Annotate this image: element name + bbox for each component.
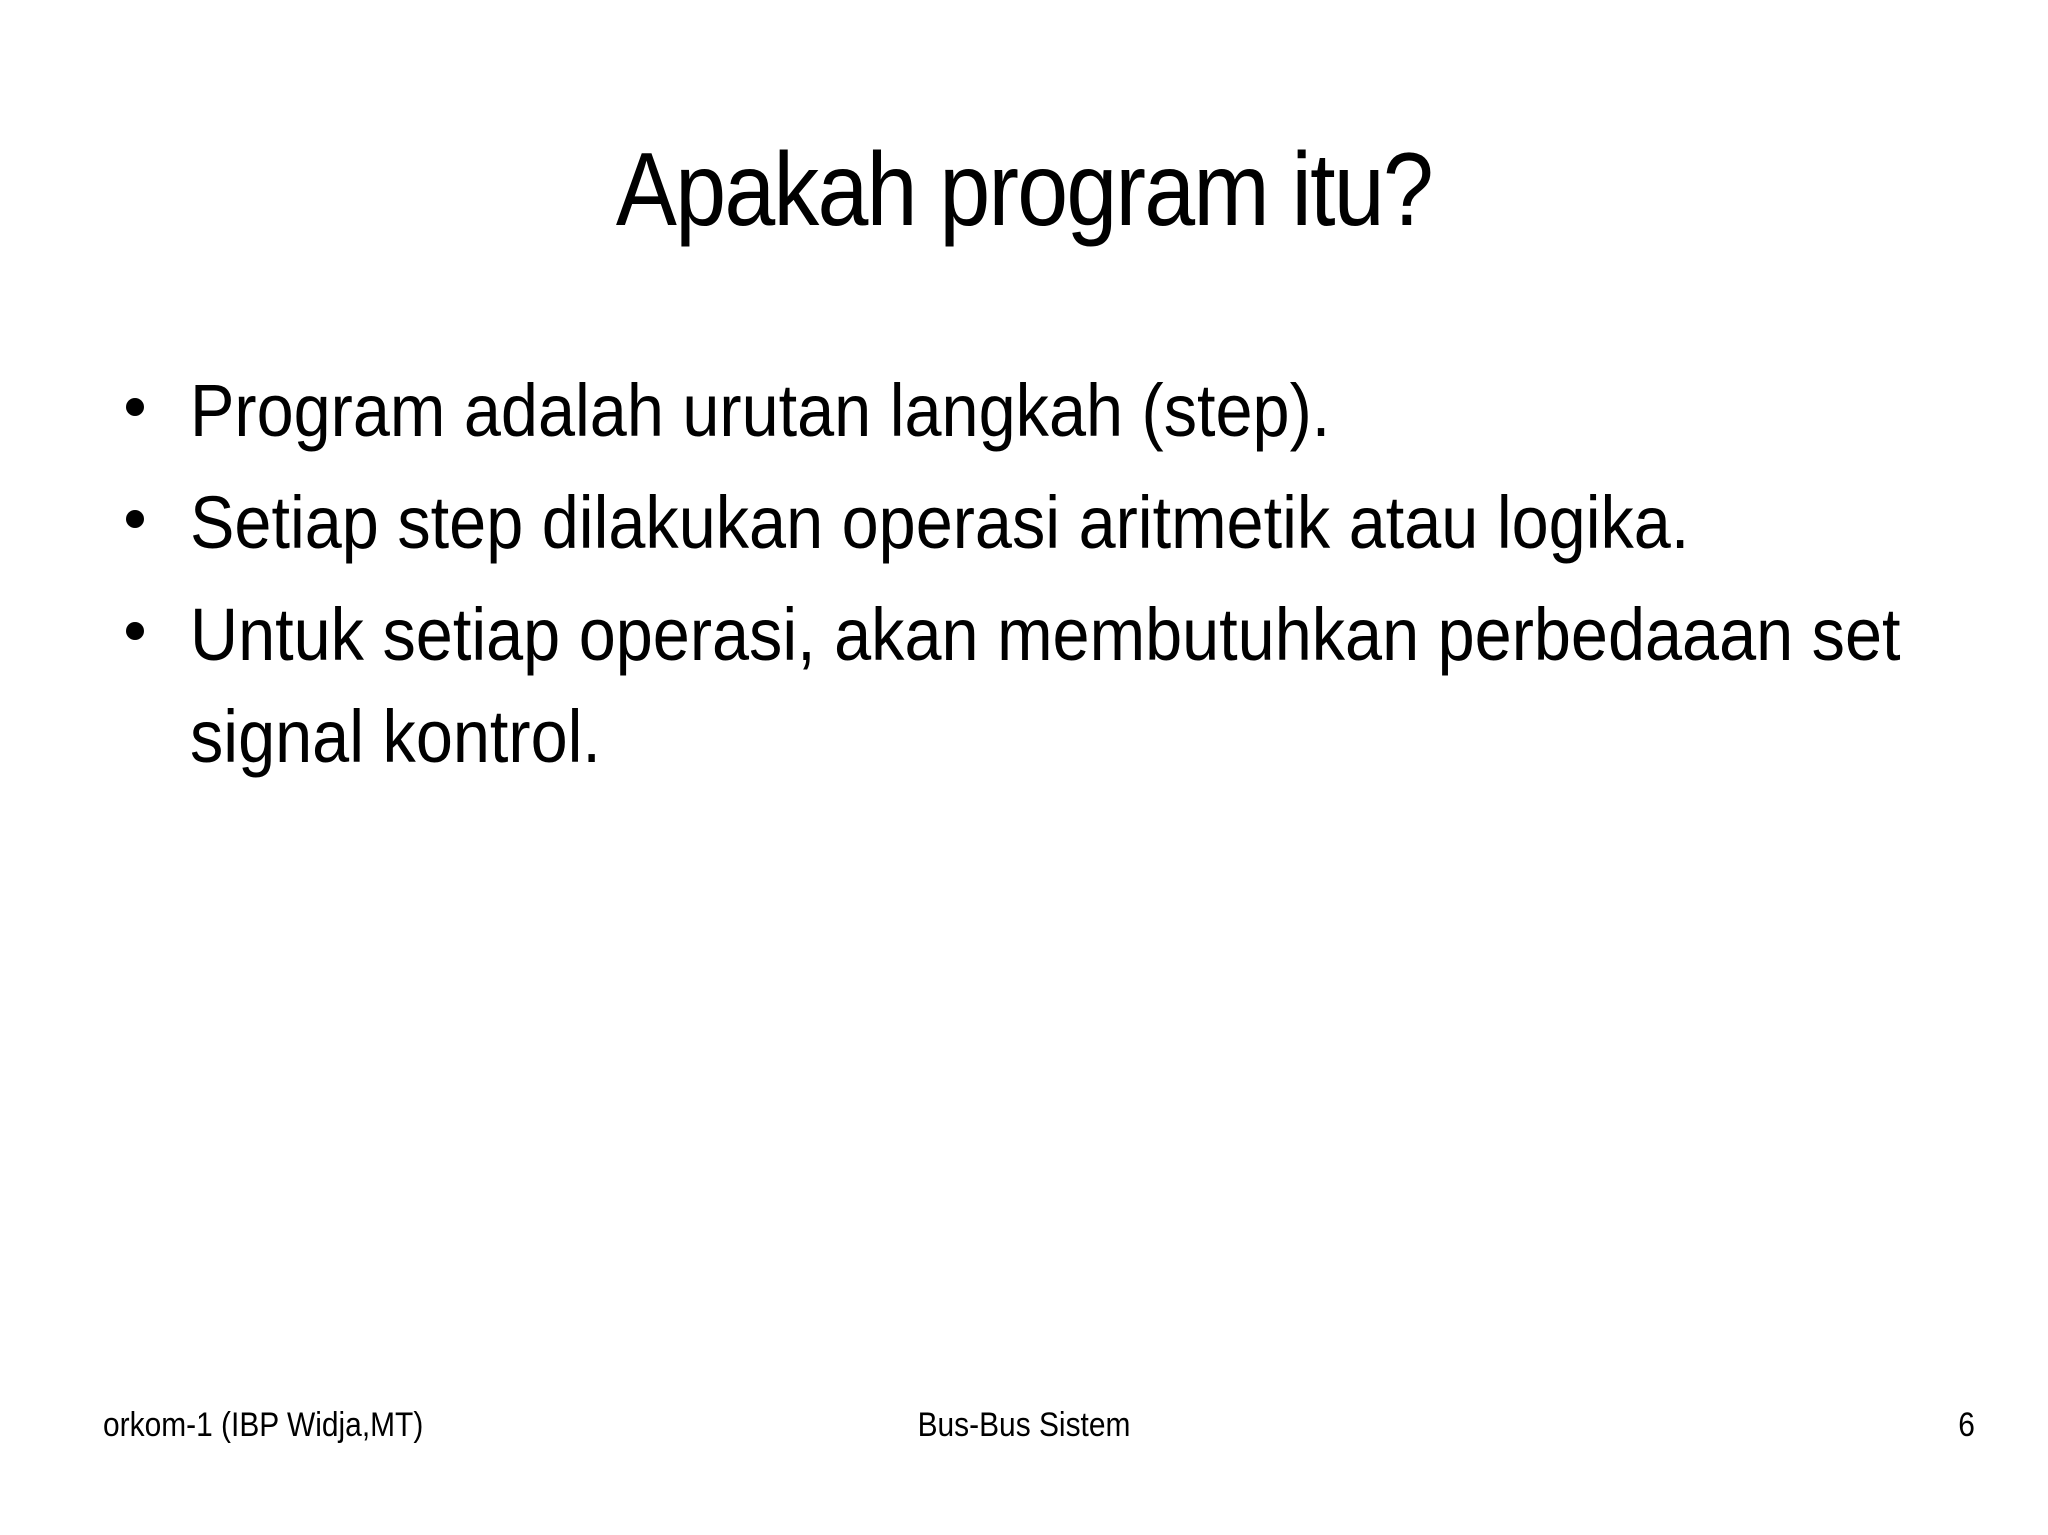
- bullet-item: [120, 584, 2000, 788]
- bullet-icon: [126, 398, 144, 416]
- slide-title: Apakah program itu?: [615, 132, 1433, 248]
- footer-author: orkom-1 (IBP Widja,MT): [103, 1406, 424, 1444]
- bullet-text: Program adalah urutan langkah (step).: [190, 369, 1331, 452]
- footer-topic: Bus-Bus Sistem: [917, 1406, 1131, 1444]
- bullet-item: [120, 360, 2000, 462]
- bullet-text: Setiap step dilakukan operasi aritmetik atau logika.: [190, 481, 1690, 564]
- page-number: 6: [1958, 1406, 1975, 1444]
- bullet-icon: [126, 510, 144, 528]
- bullet-icon: [126, 622, 144, 640]
- bullet-text: Untuk setiap operasi, akan membutuhkan perbedaaan set signal kontrol.: [190, 593, 1901, 778]
- bullet-list: [120, 360, 2000, 798]
- bullet-item: [120, 472, 2000, 574]
